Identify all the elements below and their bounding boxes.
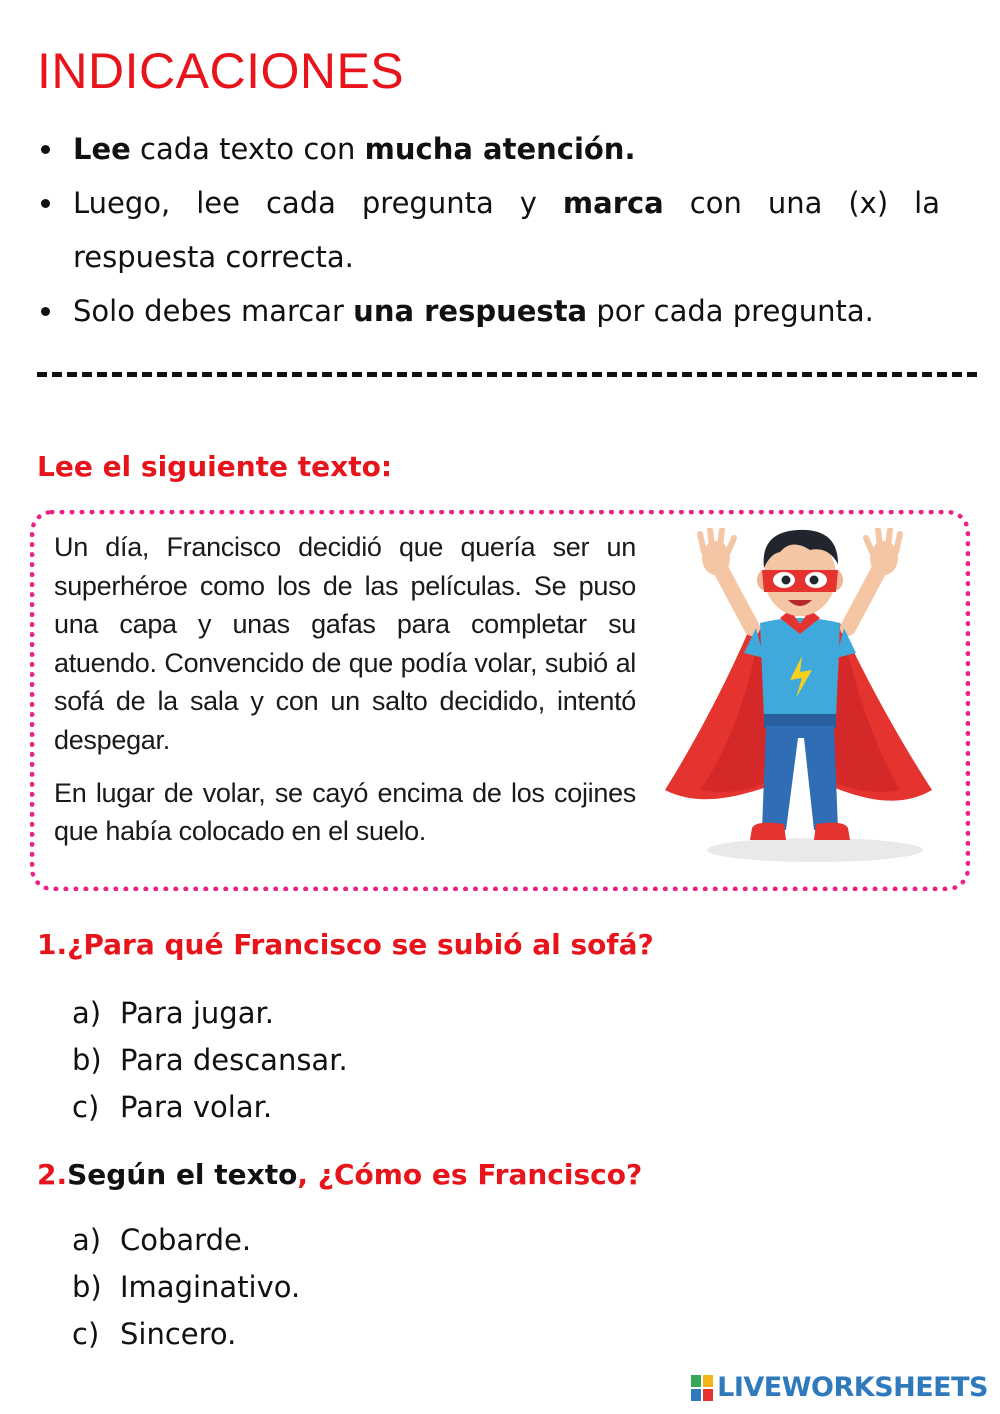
instruction-text: Solo debes marcar — [73, 294, 354, 328]
question-text-part: Según el texto — [67, 1158, 298, 1191]
reading-text — [54, 528, 636, 865]
page-title: INDICACIONES — [37, 43, 405, 99]
options-list-2 — [72, 1217, 300, 1358]
option-letter: a) — [72, 996, 102, 1030]
liveworksheets-logo-icon — [691, 1375, 713, 1401]
answer-option[interactable] — [72, 1311, 300, 1358]
instruction-item — [38, 284, 940, 338]
instruction-item — [38, 176, 940, 284]
question-1 — [37, 928, 654, 961]
dashed-divider — [37, 372, 977, 377]
instruction-bold: Lee — [73, 132, 131, 166]
instruction-item — [38, 122, 940, 176]
options-list-1 — [72, 990, 348, 1131]
answer-option[interactable] — [72, 1264, 300, 1311]
answer-option[interactable] — [72, 990, 348, 1037]
question-text-part: , ¿Cómo es Francisco? — [297, 1158, 643, 1191]
question-2 — [37, 1158, 642, 1191]
question-number: 1. — [37, 928, 68, 961]
answer-option[interactable] — [72, 1217, 300, 1264]
instructions-list — [38, 122, 940, 338]
option-letter: a) — [72, 1223, 102, 1257]
question-text: ¿Para qué Francisco se subió al sofá? — [67, 928, 654, 961]
option-letter: c) — [72, 1317, 100, 1351]
answer-option[interactable] — [72, 1037, 348, 1084]
reading-heading: Lee el siguiente texto: — [37, 450, 393, 483]
instruction-bold: marca — [562, 186, 664, 220]
instruction-text: con una (x) la respuesta correcta. — [73, 186, 940, 274]
question-number: 2. — [37, 1158, 68, 1191]
liveworksheets-logo — [691, 1372, 988, 1403]
instruction-text: Luego, lee cada pregunta y — [73, 186, 563, 220]
option-text: Para jugar. — [120, 996, 274, 1030]
instruction-text: por cada pregunta. — [587, 294, 874, 328]
option-text: Cobarde. — [120, 1223, 252, 1257]
option-letter: b) — [72, 1270, 102, 1304]
option-letter: b) — [72, 1043, 102, 1077]
answer-option[interactable] — [72, 1084, 348, 1131]
option-text: Imaginativo. — [120, 1270, 301, 1304]
option-text: Para descansar. — [120, 1043, 348, 1077]
logo-text: LIVEWORKSHEETS — [717, 1372, 988, 1403]
instruction-bold: mucha atención. — [364, 132, 636, 166]
reading-paragraph: En lugar de volar, se cayó encima de los cojines que había colocado en el suelo. — [54, 777, 636, 847]
option-text: Para volar. — [120, 1090, 273, 1124]
instruction-text: cada texto con — [130, 132, 365, 166]
instruction-bold: una respuesta — [353, 294, 588, 328]
reading-paragraph: Un día, Francisco decidió que quería ser un superhéroe como los de las películas. Se puso una capa y unas gafas para completar su atuendo. Convencido de que podía volar, subió al sofá de la sala y con un salto decidido, intentó despegar. — [54, 532, 636, 755]
option-text: Sincero. — [120, 1317, 237, 1351]
superhero-boy-icon — [660, 528, 950, 868]
option-letter: c) — [72, 1090, 100, 1124]
